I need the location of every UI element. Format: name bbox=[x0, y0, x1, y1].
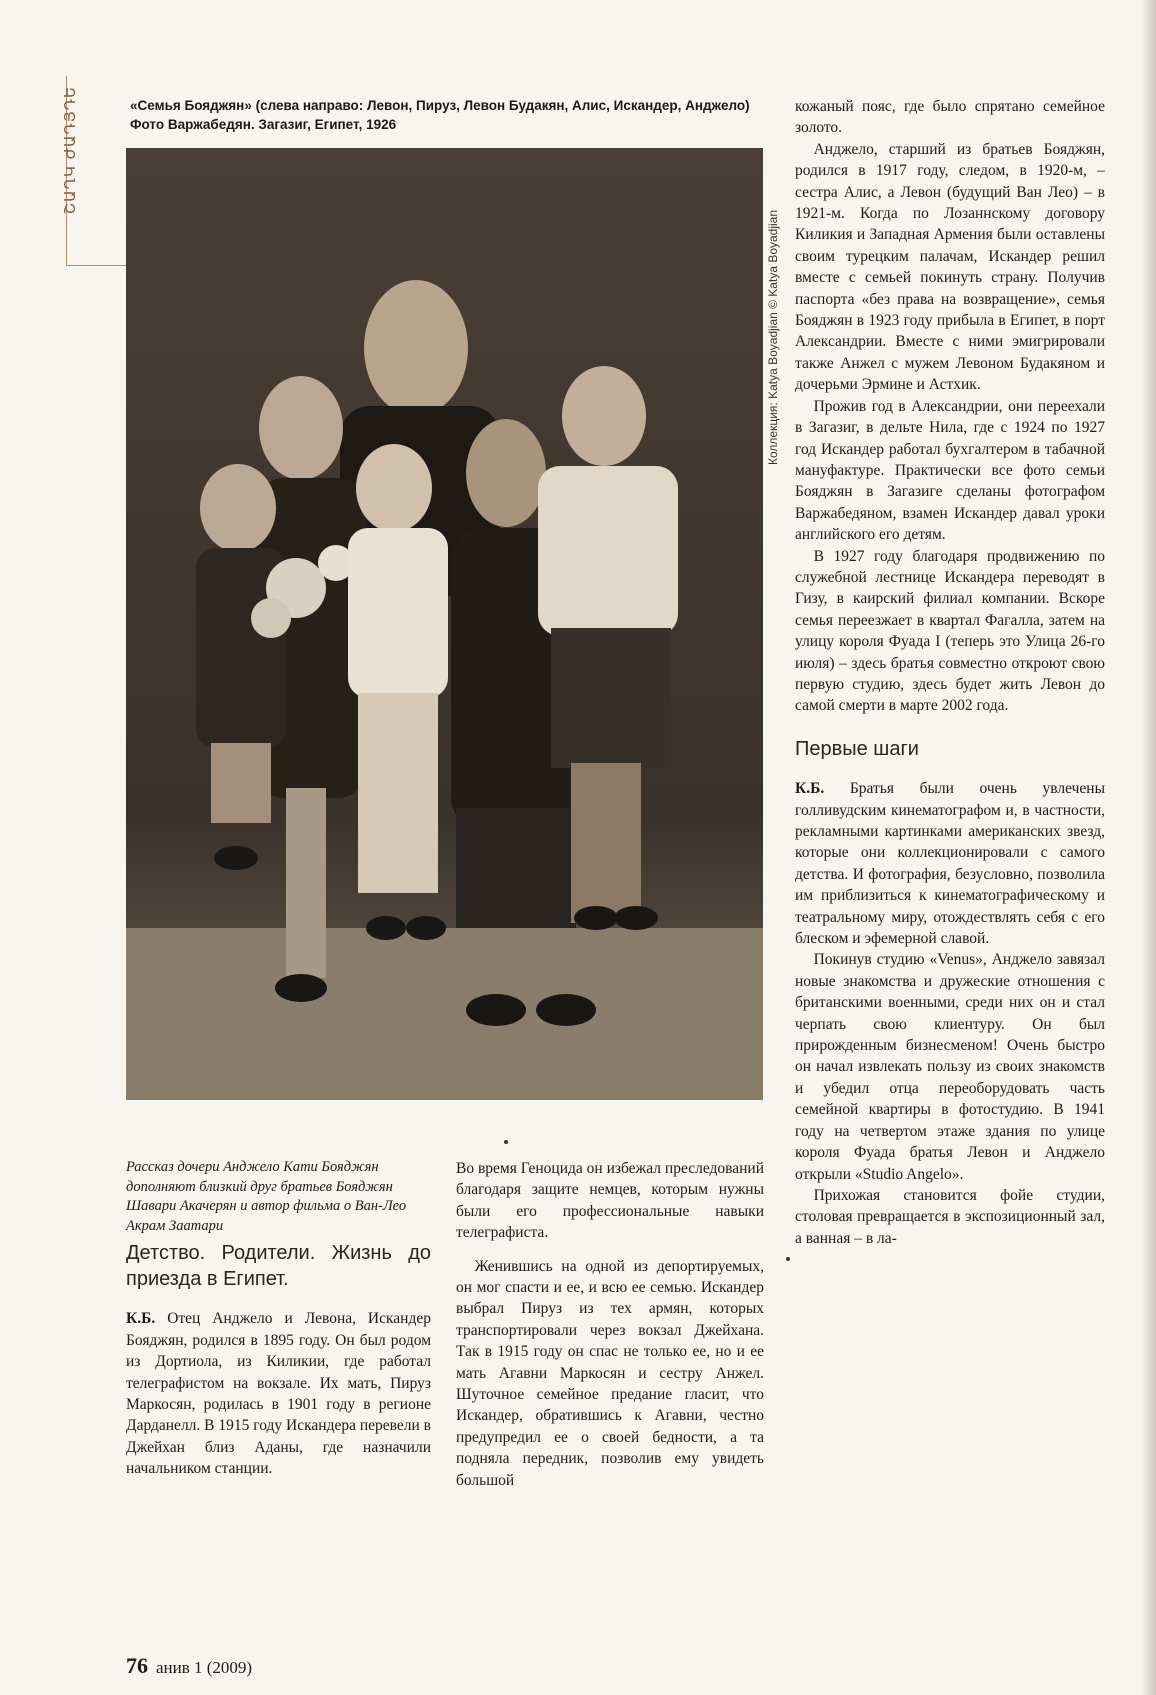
family-photo bbox=[126, 148, 763, 1100]
section-subheading: Первые шаги bbox=[795, 737, 919, 760]
journal-name: анив 1 (2009) bbox=[156, 1658, 253, 1677]
paragraph bbox=[126, 1308, 431, 1479]
page-footer bbox=[126, 1653, 252, 1679]
section-subheading: Детство. Родители. Жизнь до приезда в Египет. bbox=[126, 1242, 431, 1291]
paragraph: Прихожая становится фойе студии, столовая превращается в экспозиционный зал, а ванная – в ла- bbox=[795, 1186, 1105, 1247]
print-speck bbox=[786, 1257, 790, 1261]
paragraph: Анджело, старший из братьев Бояджян, родился в 1917 году, следом, в 1920-м, – сестра Алис, а Левон (будущий Ван Лео) – в 1921-м. Когда по Лозаннскому договору Киликия и Западная Армения были оставлены своим турецким палачам, Искандер решил вместе с семьей покинуть страну. Получив паспорта «без права на возвращение», семья Бояджян в 1923 году прибыла в Египет, в порт Александрии. Вместе с ними эмигрировали также Анжел с мужем Левоном Будакяном и дочерьми Эрмине и Астхик. bbox=[795, 140, 1105, 394]
photo-caption bbox=[130, 96, 770, 134]
family-photo-illustration bbox=[126, 148, 763, 1100]
paragraph: Прожив год в Александрии, они переехали в Загазиг, в дельте Нила, где с 1924 по 1927 год Искандер работал бухгалтером в табачной мануфактуре. Практически все фото семьи Бояджян в Загазиге сделаны фотографом Варжабедяном, взамен Искандер давал уроки английского его детям. bbox=[795, 397, 1105, 544]
intro-note: Рассказ дочери Анджело Кати Бояджян дополняют близкий друг братьев Бояджян Шавари Акачерян и автор фильма о Ван-Лео Акрам Заатари bbox=[126, 1159, 407, 1234]
author-initials: К.Б. bbox=[126, 1310, 156, 1328]
print-speck bbox=[504, 1140, 508, 1144]
paragraph-text: Отец Анджело и Левона, Искандер Бояджян, родился в 1895 году. Он был родом из Дортиола, из Киликии, где работал телеграфистом на вокзале. Их мать, Пируз Маркосян, родилась в 1901 году в регионе Дарданелл. В 1915 году Искандера перевели в Джейхан близ Аданы, где назначили начальником станции. bbox=[126, 1310, 431, 1478]
left-column bbox=[126, 1158, 431, 1480]
right-column bbox=[795, 96, 1105, 1249]
paragraph: Покинув студию «Venus», Анджело завязал новые знакомства и дружеские отношения с британскими военными, среди них он и стал черпать свою клиентуру. Он был прирожденным бизнесменом! Очень быстро он начал извлекать пользу из своих знакомств и убедил отца переоборудовать часть семейной квартиры в фотостудию. В 1941 году на четвертом этаже здания по улице короля Фуада братья Левон и Анджело открыли «Studio Angelo». bbox=[795, 951, 1105, 1183]
photo-caption-line2: Фото Варжабедян. Загазиг, Египет, 1926 bbox=[130, 117, 397, 132]
paragraph: Женившись на одной из депортируемых, он мог спасти и ее, и всю ее семью. Искандер выбрал Пируз из тех армян, которых транспортировали через вокзал Джейхана. Так в 1915 году он спас не только ее, но и ее мать Агавни Маркосян и сестру Анжел. Шуточное семейное предание гласит, что Искандер, обратившись к Агавни, честно предупредил ее о своей бедности, а та подняла передник, позволив ему увидеть большой bbox=[456, 1257, 764, 1489]
page-number: 76 bbox=[126, 1653, 148, 1678]
paragraph-text: Братья были очень увлечены голливудским кинематографом и, в частности, рекламными картинками американских звезд, которые они коллекционировали с самого детства. И фотография, безусловно, позволила им приблизиться к кинематографическому и театральному миру, отождествлять себя с его блеском и эфемерной славой. bbox=[795, 780, 1105, 948]
section-tab-label: ՇԱՂԿ ԺԱԴՅԴԵ bbox=[61, 86, 79, 215]
paragraph bbox=[795, 778, 1105, 949]
author-initials: К.Б. bbox=[795, 780, 825, 798]
photo-credit bbox=[766, 150, 784, 465]
middle-column bbox=[456, 1158, 764, 1491]
section-tab bbox=[61, 76, 89, 266]
page-edge-shadow bbox=[1142, 0, 1156, 1695]
photo-caption-line1: «Семья Бояджян» (слева направо: Левон, Пируз, Левон Будакян, Алис, Искандер, Анджело) bbox=[130, 98, 750, 113]
paragraph: Во время Геноцида он избежал преследований благодаря защите немцев, которым нужны были его профессиональные навыки телеграфиста. bbox=[456, 1160, 765, 1242]
paragraph: В 1927 году благодаря продвижению по служебной лестнице Искандера переводят в Гизу, в каирский филиал компании. Вскоре семья переезжает в квартал Фагалла, затем на улицу короля Фуада I (теперь это Улица 26-го июля) – здесь братья совместно откроют свою первую студию, здесь будет жить Левон до самой смерти в марте 2002 года. bbox=[795, 547, 1105, 715]
paragraph: кожаный пояс, где было спрятано семейное золото. bbox=[795, 98, 1105, 137]
photo-credit-text: Коллекция: Katya Boyadjian © Katya Boyadjian bbox=[766, 209, 780, 465]
